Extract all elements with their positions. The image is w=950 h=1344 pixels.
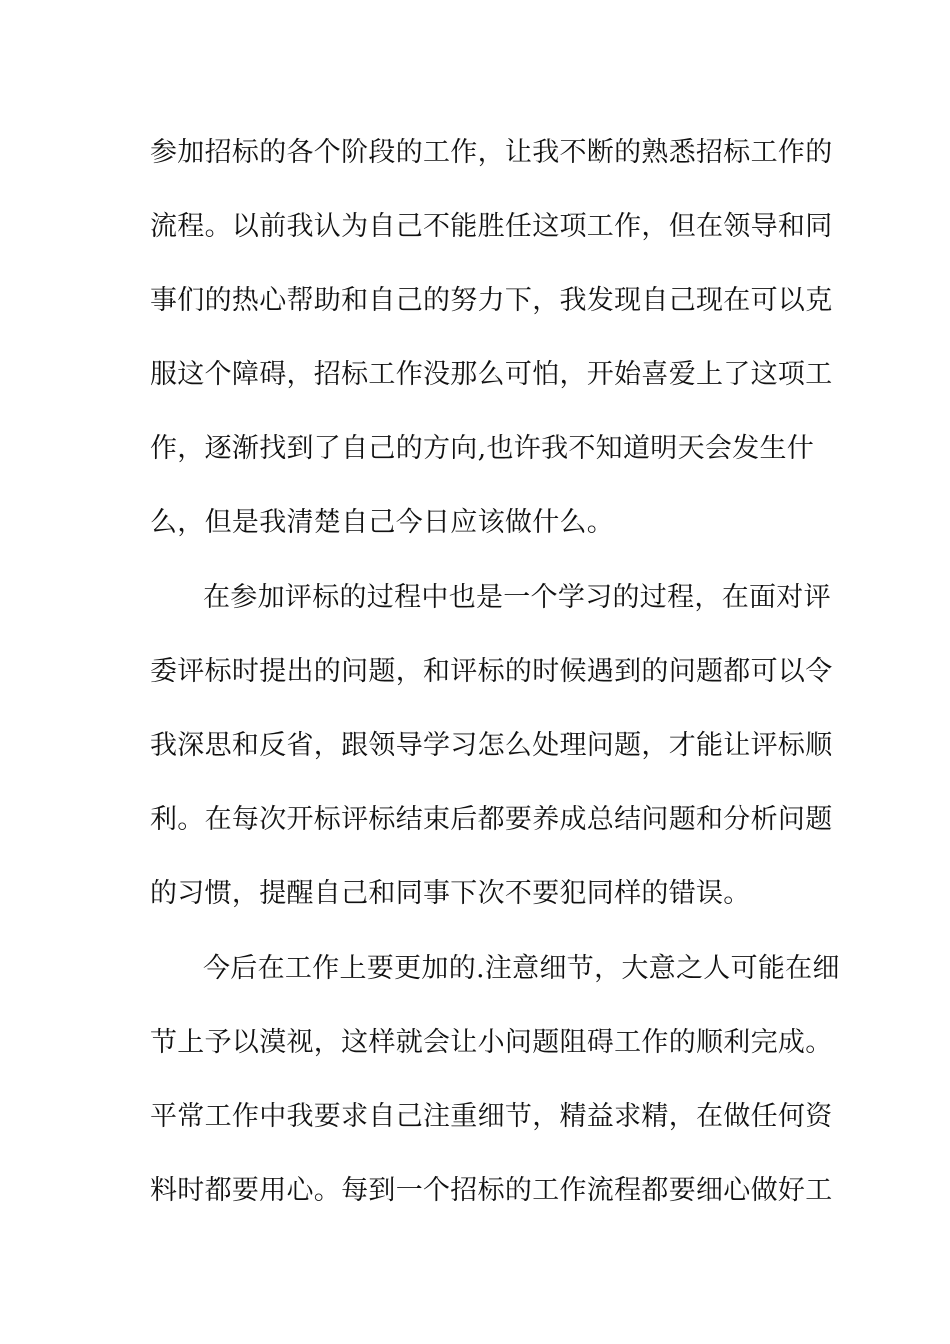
text-line: 我深思和反省，跟领导学习怎么处理问题，才能让评标顺 [150,730,833,761]
paragraph-first-line: 今后在工作上要更加的.注意细节，大意之人可能在细 [203,953,840,984]
text-line: 料时都要用心。每到一个招标的工作流程都要细心做好工 [150,1175,833,1206]
paragraph-first-line: 在参加评标的过程中也是一个学习的过程，在面对评 [203,582,831,613]
text-line: 作，逐渐找到了自己的方向,也许我不知道明天会发生什 [150,433,815,464]
text-line: 利。在每次开标评标结束后都要养成总结问题和分析问题 [150,804,833,835]
text-line: 节上予以漠视，这样就会让小问题阻碍工作的顺利完成。 [150,1027,833,1058]
text-line: 委评标时提出的问题，和评标的时候遇到的问题都可以令 [150,656,833,687]
text-line: 参加招标的各个阶段的工作，让我不断的熟悉招标工作的 [150,137,833,168]
text-line: 么，但是我清楚自己今日应该做什么。 [150,507,615,538]
text-line: 流程。以前我认为自己不能胜任这项工作，但在领导和同 [150,211,833,242]
text-line: 平常工作中我要求自己注重细节，精益求精，在做任何资 [150,1101,833,1132]
text-line: 服这个障碍，招标工作没那么可怕，开始喜爱上了这项工 [150,359,833,390]
text-line: 的习惯，提醒自己和同事下次不要犯同样的错误。 [150,878,751,909]
text-line: 事们的热心帮助和自己的努力下，我发现自己现在可以克 [150,285,833,316]
